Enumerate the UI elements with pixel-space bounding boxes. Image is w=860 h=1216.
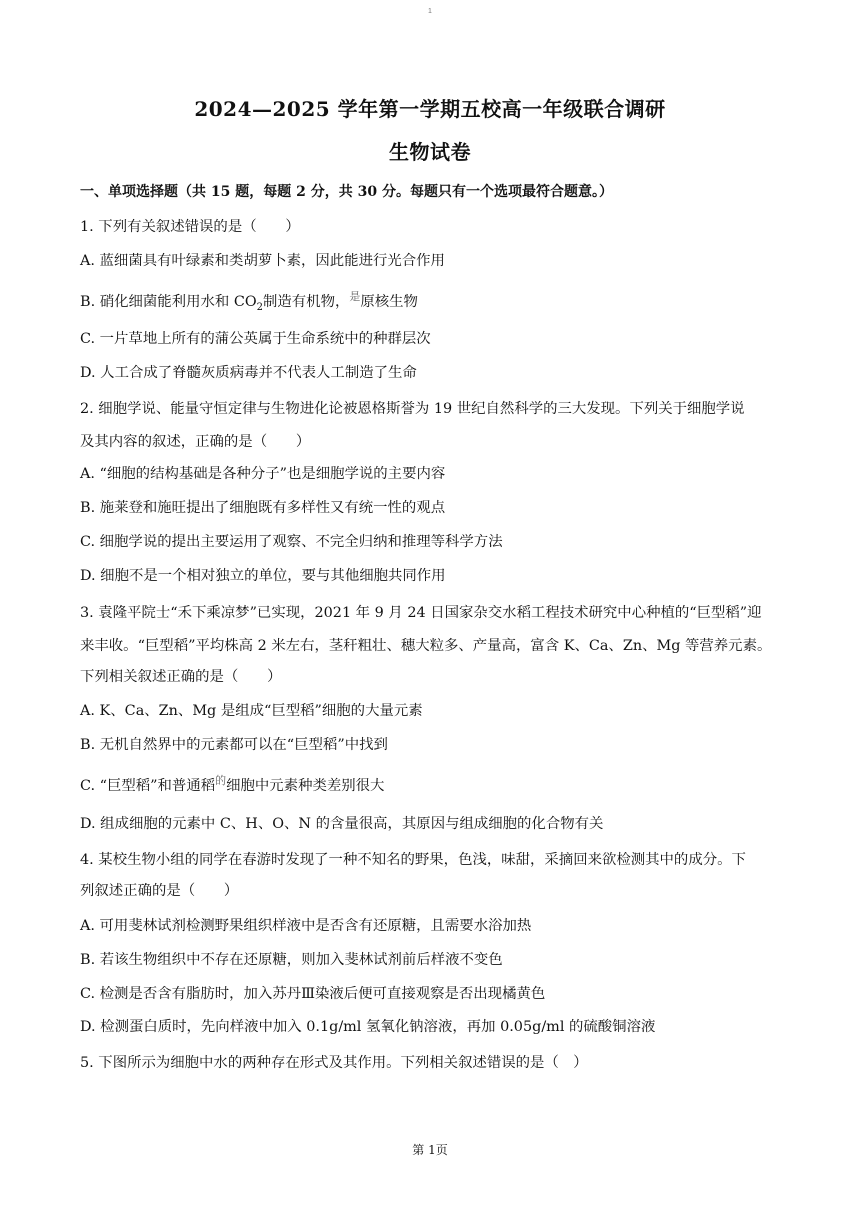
text-line-q4a3: C. 检测是否含有脂肪时，加入苏丹Ⅲ染液后便可直接观察是否出现橘黄色 — [80, 986, 546, 1002]
text-line-q3b: 来丰收。“巨型稻”平均株高 2 米左右，茎秆粗壮、穗大粒多、产量高，富含 K、Ca、Zn、Mg 等营养元素。 — [80, 638, 772, 654]
exam-subtitle: 生物试卷 — [389, 140, 471, 164]
text-line-q4a4: D. 检测蛋白质时，先向样液中加入 0.1g/ml 氢氧化钠溶液，再加 0.05g/ml 的硫酸铜溶液 — [80, 1019, 656, 1035]
text-line-q3a4: D. 组成细胞的元素中 C、H、O、N 的含量很高，其原因与组成细胞的化合物有关 — [80, 816, 604, 832]
line-part-pre: B. 硝化细菌能利用水和 CO — [80, 294, 257, 310]
line-part-post: 细胞中元素种类差别很大 — [226, 778, 385, 794]
text-line-q3a2: B. 无机自然界中的元素都可以在“巨型稻”中找到 — [80, 737, 388, 753]
text-line-q4a2: B. 若该生物组织中不存在还原糖，则加入斐林试剂前后样液不变色 — [80, 952, 503, 968]
text-line-q4a1: A. 可用斐林试剂检测野果组织样液中是否含有还原糖，且需要水浴加热 — [80, 918, 532, 934]
text-line-q2b: 及其内容的叙述，正确的是（ ） — [80, 434, 311, 450]
text-line-q4: 4. 某校生物小组的同学在春游时发现了一种不知名的野果，色浅，味甜，采摘回来欲检测其中的成分。下 — [80, 852, 746, 868]
text-line-q1: 1. 下列有关叙述错误的是（ ） — [80, 219, 300, 235]
text-line-q4b: 列叙述正确的是（ ） — [80, 883, 239, 899]
top-page-mark: 1 — [428, 8, 432, 15]
line-part-pre: C. “巨型稻”和普通稻 — [80, 778, 216, 794]
text-line-q1b — [80, 290, 418, 313]
text-line-q2a1: A. “细胞的结构基础是各种分子”也是细胞学说的主要内容 — [80, 466, 446, 482]
text-line-q3a1: A. K、Ca、Zn、Mg 是组成“巨型稻”细胞的大量元素 — [80, 703, 423, 719]
text-line-q2a2: B. 施莱登和施旺提出了细胞既有多样性又有统一性的观点 — [80, 500, 446, 516]
section-heading: 一、单项选择题（共 15 题，每题 2 分，共 30 分。每题只有一个选项最符合题意。） — [80, 184, 613, 200]
text-line-q2a4: D. 细胞不是一个相对独立的单位，要与其他细胞共同作用 — [80, 568, 446, 584]
text-line-q1d: D. 人工合成了脊髓灰质病毒并不代表人工制造了生命 — [80, 365, 417, 381]
line-part-post: 原核生物 — [360, 294, 418, 310]
page-number: 第 1页 — [412, 1143, 448, 1157]
line-part-mid: 制造有机物， — [263, 294, 350, 310]
exam-title: 2024—2025 学年第一学期五校高一年级联合调研 — [194, 97, 666, 121]
text-line-q1a: A. 蓝细菌具有叶绿素和类胡萝卜素，因此能进行光合作用 — [80, 253, 445, 269]
line-part-stray: 是 — [349, 290, 361, 303]
text-line-q3c: 下列相关叙述正确的是（ ） — [80, 669, 282, 685]
line-part-sub: 2 — [256, 301, 263, 313]
text-line-q5: 5. 下图所示为细胞中水的两种存在形式及其作用。下列相关叙述错误的是（ ） — [80, 1055, 588, 1071]
text-line-q1c: C. 一片草地上所有的蒲公英属于生命系统中的种群层次 — [80, 331, 431, 347]
line-part-stray: 的 — [215, 774, 227, 787]
text-line-q3a3 — [80, 774, 384, 795]
text-line-q3: 3. 袁隆平院士“禾下乘凉梦”已实现，2021 年 9 月 24 日国家杂交水稻工程技术研究中心种植的“巨型稻”迎 — [80, 605, 762, 621]
text-line-q2: 2. 细胞学说、能量守恒定律与生物进化论被恩格斯誉为 19 世纪自然科学的三大发现。下列关于细胞学说 — [80, 401, 745, 417]
text-line-q2a3: C. 细胞学说的提出主要运用了观察、不完全归纳和推理等科学方法 — [80, 534, 503, 550]
